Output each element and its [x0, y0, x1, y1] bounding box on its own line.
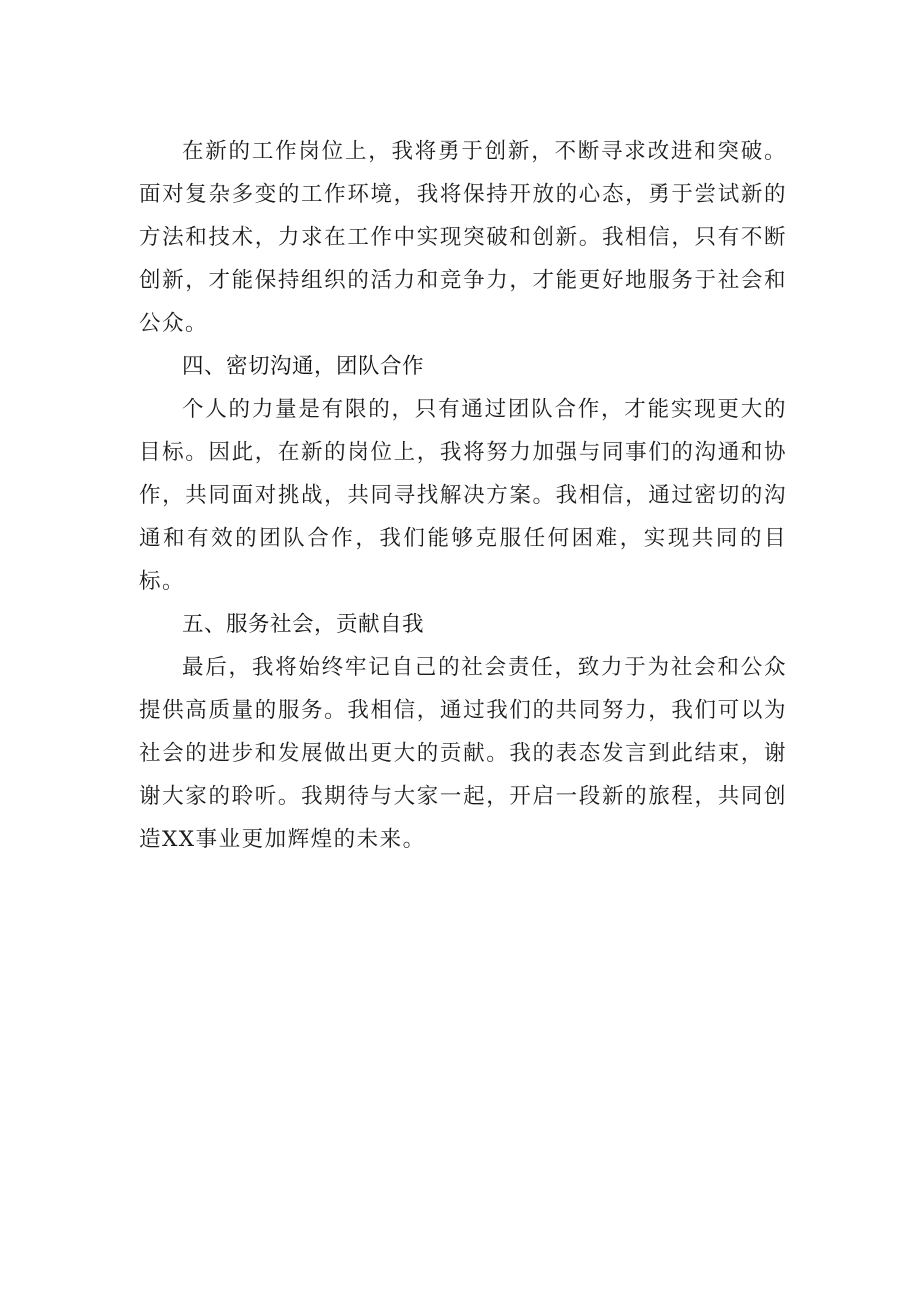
section-heading-communication: 四、密切沟通，团队合作 — [182, 354, 425, 379]
paragraph-innovation: 在新的工作岗位上，我将勇于创新，不断寻求改进和突破。面对复杂多变的工作环境，我将保持开放的心态，勇于尝试新的方法和技术，力求在工作中实现突破和创新。我相信，只有不断创新，才能保持组织的活力和竞争力，才能更好地服务于社会和公众。 — [139, 139, 787, 336]
document-body — [139, 130, 787, 861]
paragraph-closing: 最后，我将始终牢记自己的社会责任，致力于为社会和公众提供高质量的服务。我相信，通过我们的共同努力，我们可以为社会的进步和发展做出更大的贡献。我的表态发言到此结束，谢谢大家的聆听。我期待与大家一起，开启一段新的旅程，共同创造XX事业更加辉煌的未来。 — [139, 655, 787, 852]
paragraph-teamwork: 个人的力量是有限的，只有通过团队合作，才能实现更大的目标。因此，在新的岗位上，我将努力加强与同事们的沟通和协作，共同面对挑战，共同寻找解决方案。我相信，通过密切的沟通和有效的团队合作，我们能够克服任何困难，实现共同的目标。 — [139, 397, 787, 594]
section-heading-service: 五、服务社会，贡献自我 — [182, 612, 425, 637]
